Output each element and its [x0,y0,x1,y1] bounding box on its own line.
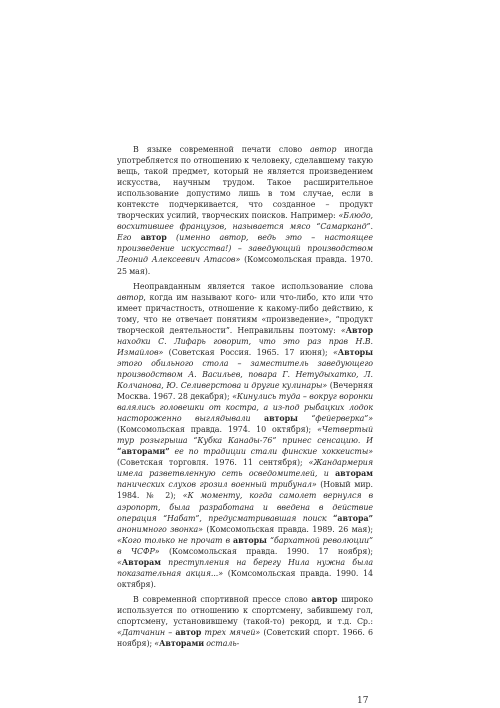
quotation-text: автор [310,145,337,154]
quotation-text: «Жандармерия имела разветвленную сеть осведомителей, и [117,458,373,479]
emphasized-term: Авторы [337,347,373,357]
emphasized-term: авторам [335,469,373,479]
body-text: (Комсомольская правда. 1974. 10 октября); [117,425,318,435]
body-text: (Комсомольская правда. 1990. 17 ноября); [159,546,373,556]
emphasized-term: Авторами [159,639,205,649]
quotation-text: панических слухов грозил военный трибунал» [117,480,317,490]
quotation-text: (именно автор, ведь это – настоящее произведение искусства!) – заведующий производством Леонид Алексеевич Атасов» [117,233,373,265]
quotation-text: ее по традиции стали финские хоккеисты» [169,447,373,457]
body-text: (Комсомольская правда. 1989. 26 мая); [202,524,373,534]
body-text: Неоправданным является такое использование слова [133,281,373,291]
quotation-text: «Блюдо, восхитившее французов, называется мясо “Самарканд”. Его [117,211,373,243]
body-text: (Советский спорт. 1966. 6 ноября); [117,628,373,649]
quotation-text: «К моменту, когда самолет вернулся в аэропорт, была разработана и введена в действие операция “Набат”, предусматривавшая поиск [117,491,373,523]
quotation-text: « [340,325,346,335]
emphasized-term: “авторами” [117,447,170,457]
emphasized-term: Автор [345,325,373,335]
quotation-text: « [117,557,122,567]
paragraph-1 [117,144,373,277]
body-text: , когда им называют кого- или что-либо, кто или что имеет причастность, отношение к какому-либо действию, к тому, что не отвечает понятиям «произведение», “продукт творческой деятельности”. Неправильны поэтому: [117,292,373,335]
quotation-text: преступления на берегу Нила нужна была показательная акция...» [117,557,373,578]
quotation-text: «Кинулись туда – вокруг воронки валялись головешки от костра, а из-под рыбацких лодок настороженно выглядывали [117,392,373,424]
body-text: (Новый мир. 1984. № 2); [117,480,374,501]
quotation-text: «Датчанин – [117,628,176,638]
body-text: иногда употребляется по отношению к человеку, сделавшему такую вещь, такой предмет, который не является произведением искусства, научным трудом. Такое расширительное использование допустимо лишь в том случае, если в контексте подчеркивается, что созданное – продукт творческих усилий, творческих поисков. Например: [117,145,373,221]
emphasized-term: автор [311,594,338,604]
quotation-text: « [154,639,160,649]
quotation-text: “фейерверка”» [297,414,373,424]
quotation-text: этого обильного стола – заместитель заведующего производством А. Васильев, повара Г. Нетудыхатко, Л. Колчанова, Ю. Селиверстова и другие кулинары» [117,358,373,390]
body-text: (Комсомольская правда. 1970. 25 мая). [117,255,373,276]
quotation-text: трех мячей» [201,628,261,638]
quotation-text: анонимного звонка» [117,524,203,534]
page-number: 17 [357,696,369,706]
paragraph-3 [117,594,373,649]
quotation-text: «Кого только не прочат в [117,535,234,545]
emphasized-term: авторы [233,535,267,545]
quotation-text: находки С. Лифарь говорит, что это раз прав Н.В. Измайлов» [117,336,373,357]
body-text: (Вечерняя Москва. 1967. 28 декабря); [117,380,373,402]
emphasized-term: автор [175,628,202,638]
quotation-text: «Четвертый тур розыгрыша “Кубка Канады-76” принес сенсацию. И [117,425,373,446]
emphasized-term: автор [140,233,167,243]
body-text: В современной спортивной прессе слово [133,594,312,604]
body-text: В языке современной печати слово [133,145,310,154]
main-text [117,144,373,649]
quotation-text: “бархатной революции” в ЧСФР» [117,535,373,556]
body-text: широко используется по отношению к спортсмену, забившему гол, спортсмену, установившему (такой-то) рекорд, и т.д. Ср.: [117,594,373,626]
emphasized-term: авторы [264,414,298,424]
body-text: (Комсомольская правда. 1990. 14 октября). [117,568,373,589]
body-text: (Советская Россия. 1965. 17 июня); [163,347,334,357]
quotation-text: автор [117,292,144,302]
body-text: (Советская торговля. 1976. 11 сентября); [117,458,309,468]
emphasized-term: “автора” [332,513,373,523]
emphasized-term: Авторам [121,557,161,567]
paragraph-2 [117,281,373,590]
quotation-text: « [333,347,338,357]
quotation-text: осталь- [204,639,240,649]
